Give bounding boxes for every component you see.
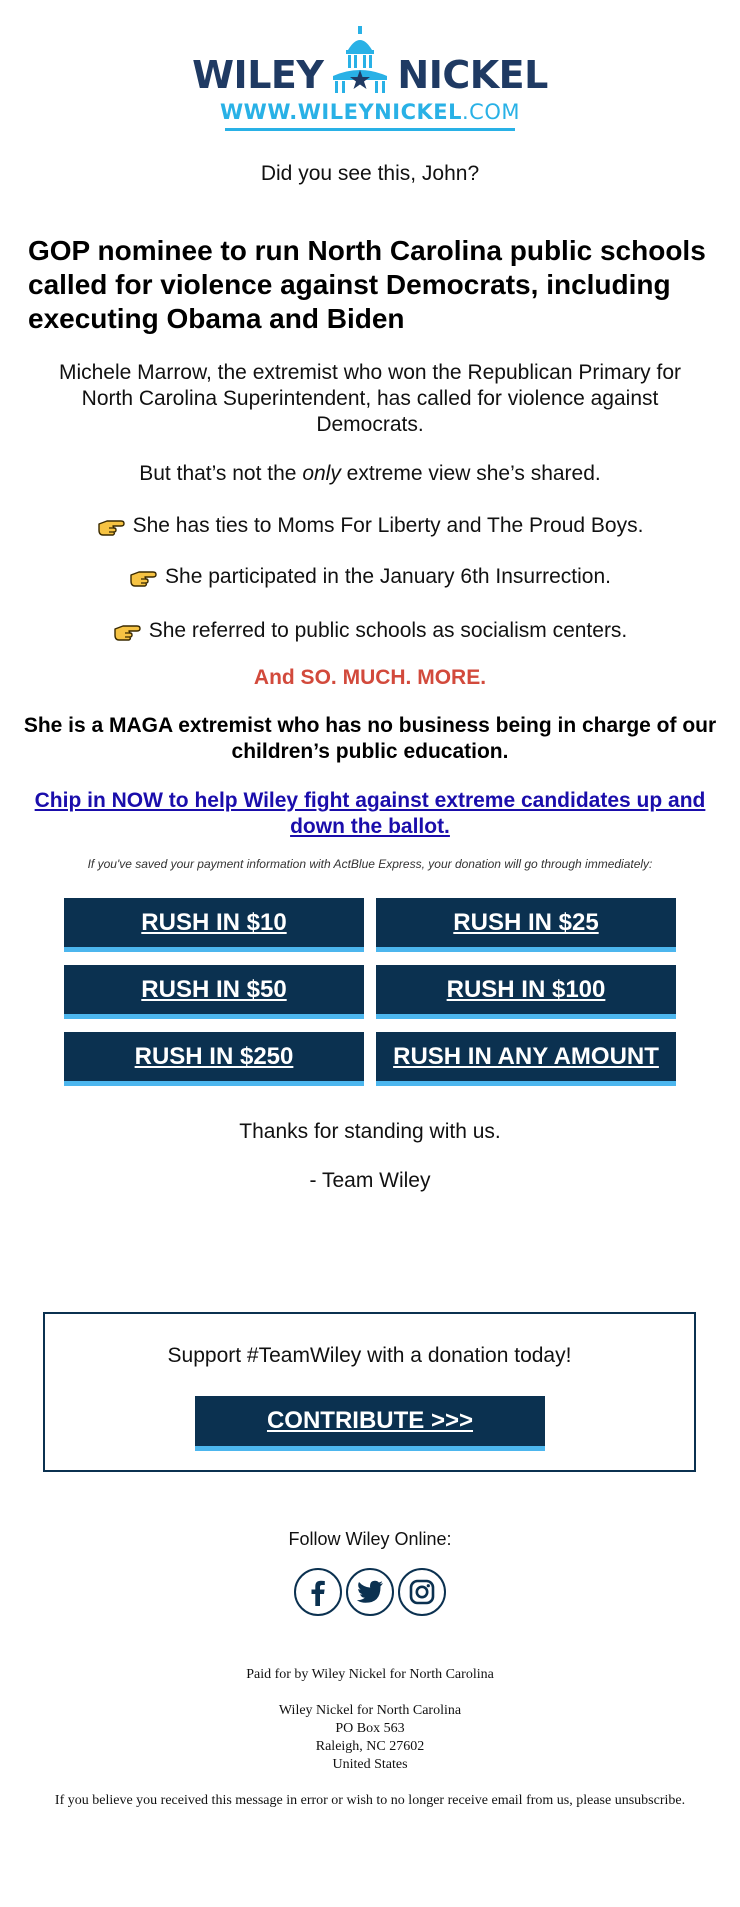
facebook-icon <box>306 1578 330 1606</box>
address-line: Wiley Nickel for North Carolina <box>278 1703 462 1718</box>
rush-in-250-button[interactable]: RUSH IN $250 <box>64 1032 364 1086</box>
social-links <box>0 1568 740 1616</box>
bullet-item <box>20 619 720 643</box>
logo-word-wiley: WILEY <box>192 53 324 97</box>
intro-paragraph: Michele Marrow, the extremist who won the Republican Primary for North Carolina Superintendent, has called for violence against Democrats. <box>58 361 682 436</box>
only-line-after: extreme view she’s shared. <box>340 462 601 485</box>
rush-in-any-amount-button[interactable]: RUSH IN ANY AMOUNT <box>376 1032 676 1086</box>
address-line: PO Box 563 <box>335 1721 405 1736</box>
bullet-text: She referred to public schools as socialism centers. <box>148 619 628 642</box>
facebook-link[interactable] <box>294 1568 342 1616</box>
pointing-hand-icon <box>129 566 157 588</box>
logo-url-suffix: .COM <box>461 100 520 124</box>
headline: GOP nominee to run North Carolina public schools called for violence against Democrats, including executing Obama and Biden <box>28 235 706 334</box>
capitol-dome-icon <box>329 26 391 98</box>
follow-label: Follow Wiley Online: <box>288 1529 452 1549</box>
bullet-text: She participated in the January 6th Insurrection. <box>165 565 611 588</box>
thanks-text: Thanks for standing with us. <box>239 1120 501 1143</box>
pointing-hand-icon <box>97 515 125 537</box>
address-line: Raleigh, NC 27602 <box>315 1739 425 1754</box>
paid-for-text: Paid for by Wiley Nickel for North Carolina <box>246 1667 494 1682</box>
twitter-link[interactable] <box>346 1568 394 1616</box>
logo-underline <box>225 128 515 131</box>
only-line-before: But that’s not the <box>139 462 303 485</box>
contribute-button[interactable]: CONTRIBUTE >>> <box>195 1396 545 1451</box>
campaign-logo[interactable] <box>0 26 740 131</box>
rush-in-100-button[interactable]: RUSH IN $100 <box>376 965 676 1019</box>
chip-in-paragraph <box>20 788 720 840</box>
only-line-emphasis: only <box>302 462 341 485</box>
logo-row <box>0 26 740 98</box>
logo-word-nickel: NICKEL <box>397 53 548 97</box>
greeting: Did you see this, John? <box>260 162 480 185</box>
mailing-address <box>20 1702 720 1774</box>
chip-in-link[interactable]: Chip in NOW to help Wiley fight against extreme candidates up and down the ballot. <box>34 789 706 838</box>
actblue-note: If you've saved your payment information with ActBlue Express, your donation will go through immediately: <box>87 857 653 871</box>
bullet-item <box>20 565 720 589</box>
rush-in-50-button[interactable]: RUSH IN $50 <box>64 965 364 1019</box>
bullet-item <box>20 514 720 538</box>
rush-in-25-button[interactable]: RUSH IN $25 <box>376 898 676 952</box>
rush-in-10-button[interactable]: RUSH IN $10 <box>64 898 364 952</box>
logo-url <box>0 100 740 124</box>
bullet-text: She has ties to Moms For Liberty and The Proud Boys. <box>132 514 644 537</box>
only-extreme-view-line <box>20 462 720 486</box>
so-much-more: And SO. MUCH. MORE. <box>253 666 487 689</box>
support-text: Support #TeamWiley with a donation today! <box>167 1344 572 1367</box>
instagram-icon <box>409 1579 435 1605</box>
logo-url-main: WWW.WILEYNICKEL <box>220 100 462 124</box>
signoff-text: - Team Wiley <box>309 1169 431 1192</box>
unsubscribe-text: If you believe you received this message in error or wish to no longer receive email from us, please unsubscribe. <box>54 1793 686 1808</box>
twitter-icon <box>356 1580 384 1604</box>
pointing-hand-icon <box>113 620 141 642</box>
address-line: United States <box>332 1757 408 1772</box>
support-box <box>43 1312 696 1472</box>
maga-statement: She is a MAGA extremist who has no business being in charge of our children’s public education. <box>23 714 717 763</box>
instagram-link[interactable] <box>398 1568 446 1616</box>
